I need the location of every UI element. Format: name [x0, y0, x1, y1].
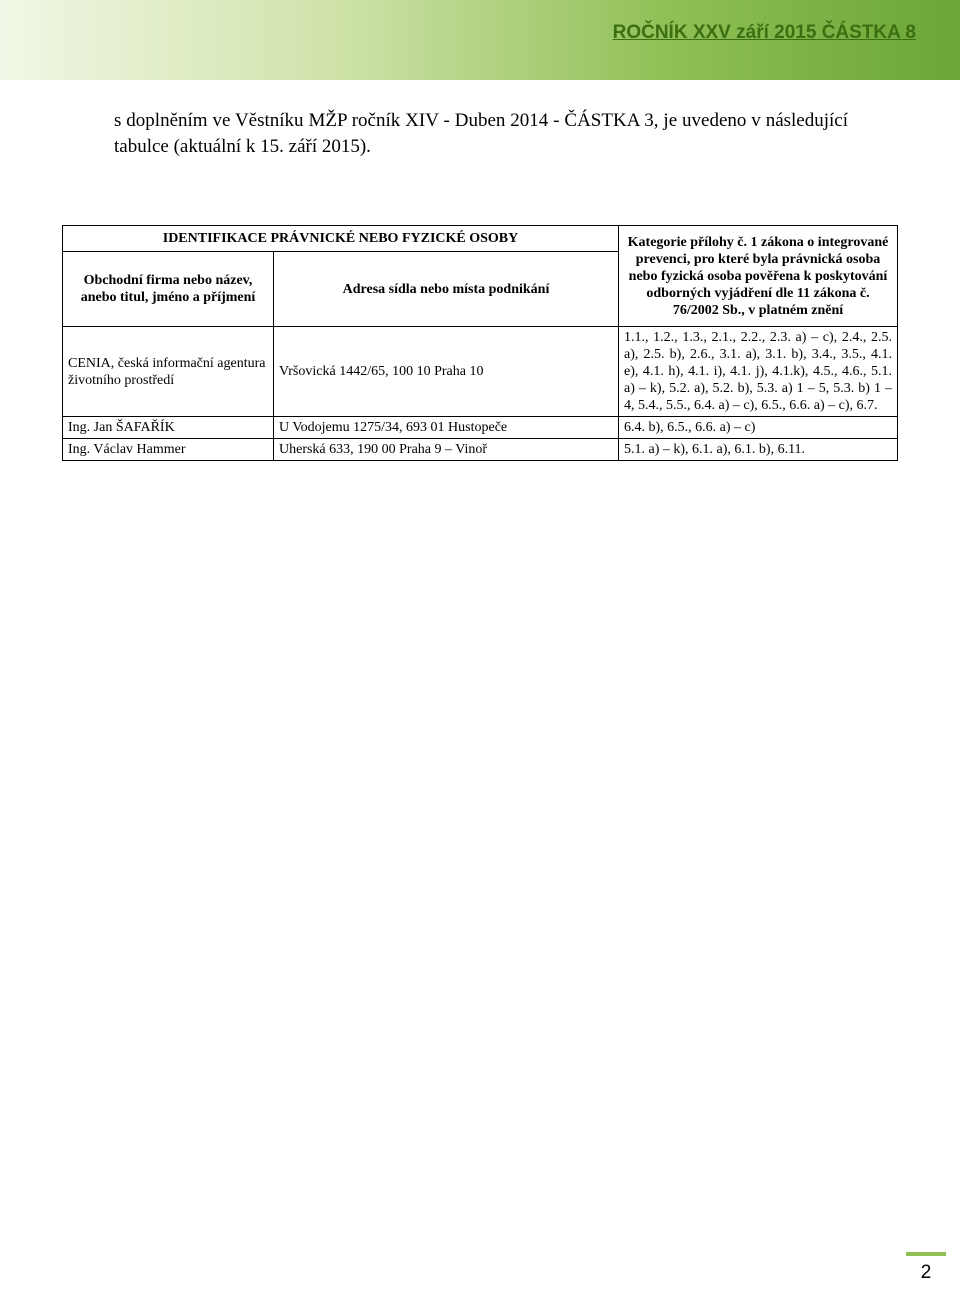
row-name-cell: CENIA, česká informační agentura životního prostředí [63, 327, 274, 417]
row-address-cell: Vršovická 1442/65, 100 10 Praha 10 [274, 327, 619, 417]
name-header-cell: Obchodní firma nebo název, anebo titul, jméno a příjmení [63, 252, 274, 327]
row-address-cell: Uherská 633, 190 00 Praha 9 – Vinoř [274, 439, 619, 461]
address-header-cell: Adresa sídla nebo místa podnikání [274, 252, 619, 327]
table-row [63, 417, 898, 439]
page-number: 2 [906, 1252, 946, 1286]
row-categories-cell: 5.1. a) – k), 6.1. a), 6.1. b), 6.11. [619, 439, 898, 461]
table-row [63, 439, 898, 461]
table-row [63, 327, 898, 417]
row-name-cell: Ing. Václav Hammer [63, 439, 274, 461]
category-header-cell: Kategorie přílohy č. 1 zákona o integrované prevenci, pro které byla právnická osoba nebo fyzická osoba pověřena k poskytování odborných vyjádření dle 11 zákona č. 76/2002 Sb., v platném znění [619, 226, 898, 327]
issue-title: ROČNÍK XXV září 2015 ČÁSTKA 8 [612, 22, 916, 43]
row-address-cell: U Vodojemu 1275/34, 693 01 Hustopeče [274, 417, 619, 439]
table-header-row [63, 226, 898, 252]
row-name-cell: Ing. Jan ŠAFAŘÍK [63, 417, 274, 439]
row-categories-cell: 1.1., 1.2., 1.3., 2.1., 2.2., 2.3. a) – c), 2.4., 2.5. a), 2.5. b), 2.6., 3.1. a), 3.1. b), 3.4., 3.5., 4.1. e), 4.1. h), 4.1. i), 4.1. j), 4.1.k), 4.5., 4.6., 5.1. a) – k), 5.2. a), 5.2. b), 5.3. a) 1 – 5, 5.3. b) 1 – 4, 5.4., 5.5., 6.4. a) – c), 6.5., 6.6. a) – c), 6.7. [619, 327, 898, 417]
intro-paragraph: s doplněním ve Věstníku MŽP ročník XIV - Duben 2014 - ČÁSTKA 3, je uvedeno v následující tabulce (aktuální k 15. září 2015). [114, 110, 848, 157]
registry-table [62, 225, 898, 461]
row-categories-cell: 6.4. b), 6.5., 6.6. a) – c) [619, 417, 898, 439]
group-header-cell: IDENTIFIKACE PRÁVNICKÉ NEBO FYZICKÉ OSOBY [63, 226, 619, 252]
